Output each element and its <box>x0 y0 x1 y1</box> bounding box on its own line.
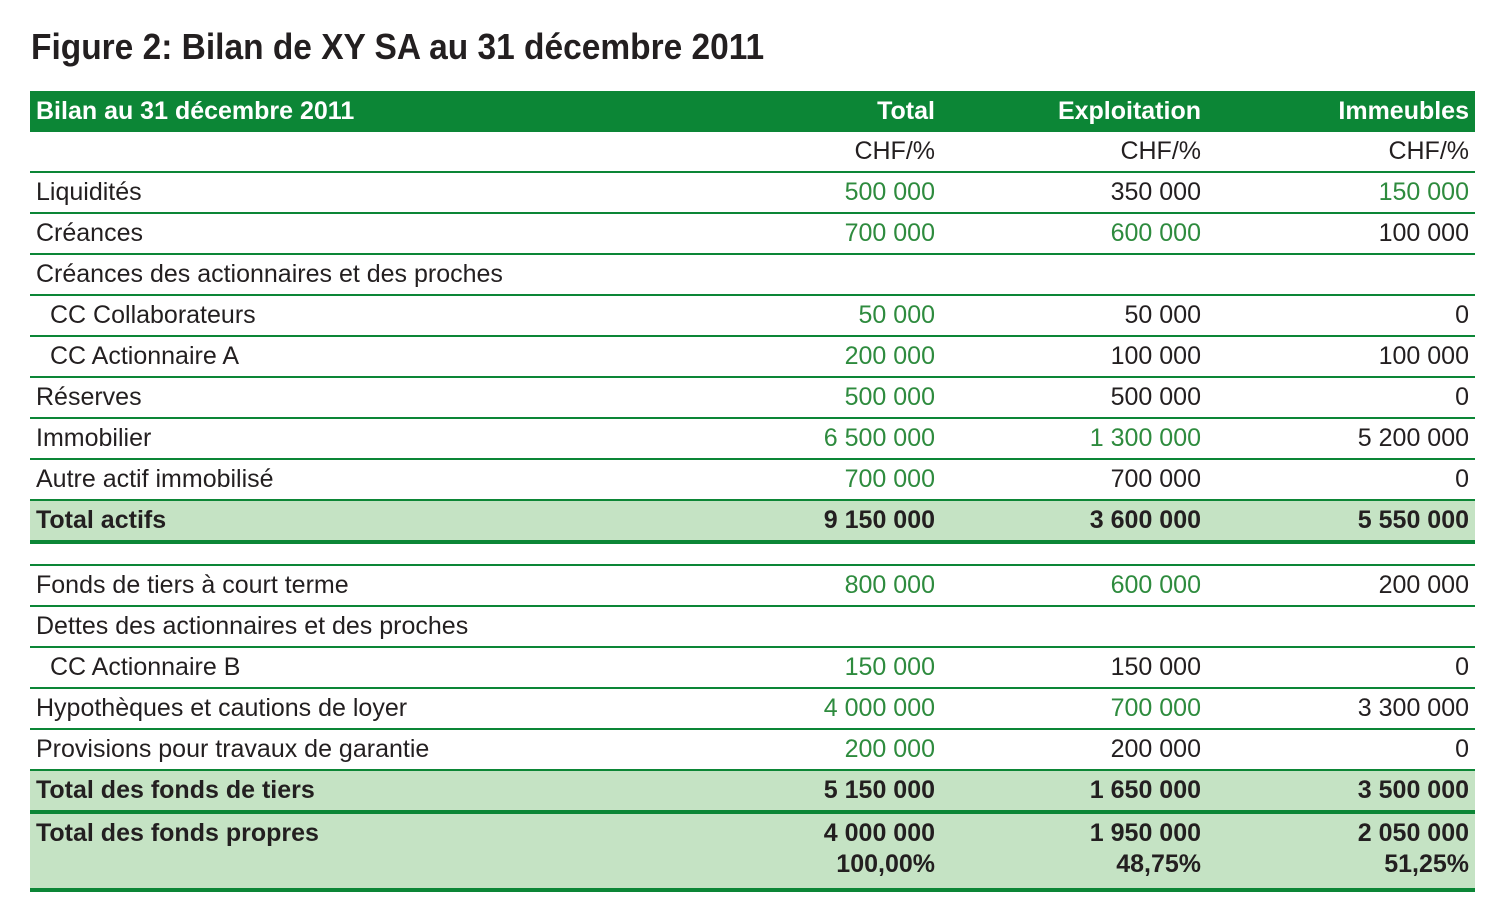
cell-exploitation: 350 000 <box>941 172 1207 213</box>
row-label: CC Actionnaire B <box>30 647 715 688</box>
cell-total <box>715 812 941 890</box>
table-row <box>30 418 1475 459</box>
row-label: Fonds de tiers à court terme <box>30 565 715 606</box>
cell-exploitation <box>941 606 1207 647</box>
total-equity-row <box>30 812 1475 890</box>
row-label: Hypothèques et cautions de loyer <box>30 688 715 729</box>
table-row <box>30 606 1475 647</box>
equity-percent: 100,00% <box>836 850 935 878</box>
cell-exploitation: 700 000 <box>941 688 1207 729</box>
units-row <box>30 132 1475 172</box>
cell-immeubles <box>1207 254 1475 295</box>
cell-exploitation: 600 000 <box>941 213 1207 254</box>
table-row <box>30 729 1475 770</box>
cell-total: 500 000 <box>715 172 941 213</box>
cell-immeubles: 200 000 <box>1207 565 1475 606</box>
table-row <box>30 172 1475 213</box>
row-label: Dettes des actionnaires et des proches <box>30 606 715 647</box>
cell-total: 5 150 000 <box>715 770 941 812</box>
cell-total: 800 000 <box>715 565 941 606</box>
table-row <box>30 565 1475 606</box>
cell-total: 700 000 <box>715 459 941 500</box>
cell-total: 6 500 000 <box>715 418 941 459</box>
cell-immeubles: 3 300 000 <box>1207 688 1475 729</box>
cell-immeubles <box>1207 812 1475 890</box>
header-immeubles: Immeubles <box>1207 91 1475 132</box>
total-assets-row <box>30 500 1475 542</box>
figure-title: Figure 2: Bilan de XY SA au 31 décembre 2011 <box>31 26 765 67</box>
row-label: Provisions pour travaux de garantie <box>30 729 715 770</box>
equity-value: 1 950 000 <box>1089 819 1201 847</box>
table-row <box>30 213 1475 254</box>
row-label: Total actifs <box>30 500 715 542</box>
row-label: Créances des actionnaires et des proches <box>30 254 715 295</box>
cell-total <box>715 254 941 295</box>
equity-value: 4 000 000 <box>823 819 935 847</box>
cell-exploitation: 600 000 <box>941 565 1207 606</box>
cell-exploitation: 50 000 <box>941 295 1207 336</box>
cell-total: 200 000 <box>715 729 941 770</box>
cell-total: 4 000 000 <box>715 688 941 729</box>
cell-immeubles <box>1207 606 1475 647</box>
cell-total: 9 150 000 <box>715 500 941 542</box>
cell-immeubles: 150 000 <box>1207 172 1475 213</box>
cell-exploitation: 700 000 <box>941 459 1207 500</box>
row-label: CC Collaborateurs <box>30 295 715 336</box>
row-label: Réserves <box>30 377 715 418</box>
header-total: Total <box>715 91 941 132</box>
unit-exploitation: CHF/% <box>941 132 1207 172</box>
units-label <box>30 132 715 172</box>
table-row <box>30 688 1475 729</box>
unit-total: CHF/% <box>715 132 941 172</box>
equity-percent: 48,75% <box>1116 850 1201 878</box>
cell-immeubles: 5 200 000 <box>1207 418 1475 459</box>
table-row <box>30 377 1475 418</box>
row-label: Immobilier <box>30 418 715 459</box>
header-label: Bilan au 31 décembre 2011 <box>30 91 715 132</box>
header-exploitation: Exploitation <box>941 91 1207 132</box>
cell-immeubles: 100 000 <box>1207 336 1475 377</box>
table-row <box>30 647 1475 688</box>
row-label: Liquidités <box>30 172 715 213</box>
cell-exploitation <box>941 812 1207 890</box>
row-label: Total des fonds de tiers <box>30 770 715 812</box>
balance-sheet-table <box>30 91 1475 892</box>
equity-percent: 51,25% <box>1384 850 1469 878</box>
cell-total: 200 000 <box>715 336 941 377</box>
cell-exploitation: 500 000 <box>941 377 1207 418</box>
cell-total: 50 000 <box>715 295 941 336</box>
cell-immeubles: 0 <box>1207 295 1475 336</box>
cell-total: 150 000 <box>715 647 941 688</box>
cell-exploitation: 150 000 <box>941 647 1207 688</box>
cell-exploitation <box>941 254 1207 295</box>
row-label: CC Actionnaire A <box>30 336 715 377</box>
cell-immeubles: 0 <box>1207 459 1475 500</box>
cell-exploitation: 1 300 000 <box>941 418 1207 459</box>
row-label: Total des fonds propres <box>30 812 715 890</box>
unit-immeubles: CHF/% <box>1207 132 1475 172</box>
cell-exploitation: 200 000 <box>941 729 1207 770</box>
table-row <box>30 254 1475 295</box>
cell-total: 700 000 <box>715 213 941 254</box>
row-label: Autre actif immobilisé <box>30 459 715 500</box>
cell-exploitation: 3 600 000 <box>941 500 1207 542</box>
cell-immeubles: 5 550 000 <box>1207 500 1475 542</box>
row-label: Créances <box>30 213 715 254</box>
table-row <box>30 459 1475 500</box>
table-row <box>30 336 1475 377</box>
cell-total: 500 000 <box>715 377 941 418</box>
cell-immeubles: 0 <box>1207 729 1475 770</box>
table-header-row <box>30 91 1475 132</box>
cell-total <box>715 606 941 647</box>
cell-immeubles: 100 000 <box>1207 213 1475 254</box>
cell-immeubles: 0 <box>1207 647 1475 688</box>
cell-exploitation: 1 650 000 <box>941 770 1207 812</box>
total-liabilities-row <box>30 770 1475 812</box>
equity-value: 2 050 000 <box>1357 819 1469 847</box>
table-row <box>30 295 1475 336</box>
cell-immeubles: 0 <box>1207 377 1475 418</box>
spacer-row <box>30 542 1475 565</box>
cell-exploitation: 100 000 <box>941 336 1207 377</box>
cell-immeubles: 3 500 000 <box>1207 770 1475 812</box>
